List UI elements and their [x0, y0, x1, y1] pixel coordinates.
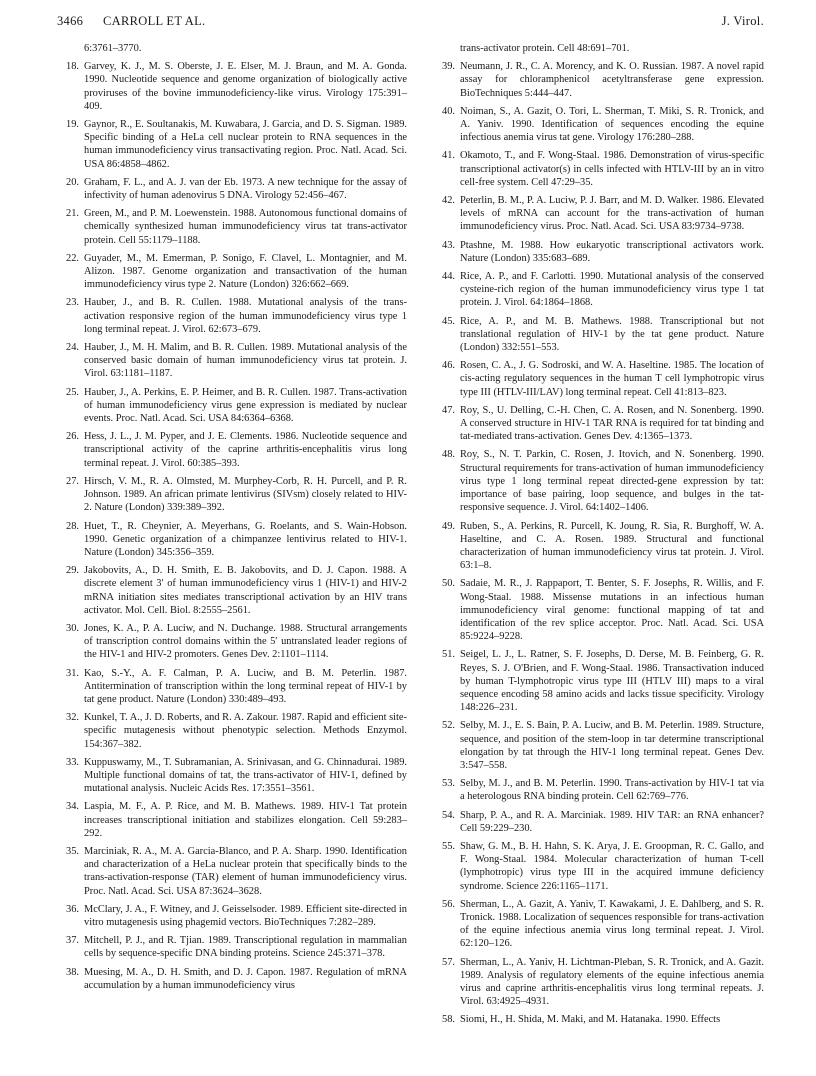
running-head-journal: J. Virol. — [721, 14, 764, 28]
reference-number: 18. — [66, 61, 79, 73]
reference-text: Laspia, M. F., A. P. Rice, and M. B. Mathews. 1989. HIV-1 Tat protein increases transcriptional initiation and stabilizes elongation. Cell 59:283–292. — [84, 801, 407, 839]
reference-number: 22. — [66, 252, 79, 264]
reference-text: Hauber, J., and B. R. Cullen. 1988. Mutational analysis of the trans-activation responsive region of the human immunodeficiency virus type 1 long terminal repeat. J. Virol. 62:673–679. — [84, 297, 407, 335]
reference-text: Sherman, L., A. Gazit, A. Yaniv, T. Kawakami, J. E. Dahlberg, and S. R. Tronick. 1988. Localization of sequences responsible for trans-activation of the equine infectious anemia virus long terminal repeat. J. Virol. 62:120–126. — [460, 898, 764, 950]
reference-text: Jones, K. A., P. A. Luciw, and N. Duchange. 1988. Structural arrangements of transcription control domains within the 5′ untranslated leader regions of the HIV-1 and HIV-2 promoters. Genes Dev. 2:1101–1114. — [84, 622, 407, 661]
reference-entry — [433, 270, 764, 310]
reference-entry — [57, 667, 407, 707]
reference-text: Ruben, S., A. Perkins, R. Purcell, K. Joung, R. Sia, R. Burghoff, W. A. Haseltine, and C. A. Rosen. 1989. Structural and functional characterization of human immunodeficiency virus tat protein. J. Virol. 63:1–8. — [460, 520, 764, 572]
reference-text: Selby, M. J., E. S. Bain, P. A. Luciw, and B. M. Peterlin. 1989. Structure, sequence, and position of the stem-loop in tar determine transcriptional elongation by tat through the HIV-1 long terminal repeat. Genes Dev. 3:547–558. — [460, 720, 764, 771]
reference-text: Peterlin, B. M., P. A. Luciw, P. J. Barr, and M. D. Walker. 1986. Elevated levels of mRNA can account for the trans-activation of human immunodeficiency virus. Proc. Natl. Acad. Sci. USA 83:9734–9738. — [460, 195, 764, 233]
reference-entry — [433, 1013, 764, 1026]
reference-number: 55. — [442, 840, 455, 852]
reference-number: 47. — [442, 404, 455, 416]
reference-text: Kao, S.-Y., A. F. Calman, P. A. Luciw, and B. M. Peterlin. 1987. Antitermination of transcription within the long terminal repeat of HIV-1 by tat gene product. Nature (London) 330:489–493. — [84, 667, 407, 705]
reference-entry — [433, 60, 764, 100]
reference-entry — [433, 359, 764, 399]
reference-entry — [433, 719, 764, 772]
reference-number: 30. — [66, 622, 79, 634]
running-head-authors: CARROLL ET AL. — [103, 14, 206, 28]
reference-text: Neumann, J. R., C. A. Morency, and K. O. Russian. 1987. A novel rapid assay for chloramphenicol acetyltransferase gene expression. BioTechniques 5:444–447. — [460, 61, 764, 99]
reference-text: Mitchell, P. J., and R. Tjian. 1989. Transcriptional regulation in mammalian cells by sequence-specific DNA binding proteins. Science 245:371–378. — [84, 935, 407, 960]
reference-text: Marciniak, R. A., M. A. Garcia-Blanco, and P. A. Sharp. 1990. Identification and characterization of a HeLa nuclear protein that specifically binds to the trans-activation-response (TAR) element of human immunodeficiency virus. Proc. Natl. Acad. Sci. USA 87:3624–3628. — [84, 845, 407, 897]
reference-number: 21. — [66, 208, 79, 220]
reference-text: Noiman, S., A. Gazit, O. Tori, L. Sherman, T. Miki, S. R. Tronick, and A. Yaniv. 1990. Identification of sequences encoding the equine infectious anemia virus tat gene. Virology 176:280–288. — [460, 105, 764, 144]
reference-text: Green, M., and P. M. Loewenstein. 1988. Autonomous functional domains of chemically synthesized human immunodeficiency virus tat trans-activator protein. Cell 55:1179–1188. — [84, 208, 407, 246]
reference-number: 35. — [66, 845, 79, 857]
reference-text: Kuppuswamy, M., T. Subramanian, A. Srinivasan, and G. Chinnadurai. 1989. Multiple functional domains of tat, the trans-activator of HIV-1, defined by mutational analysis. Nucleic Acids Res. 17:3551–3561. — [84, 756, 407, 795]
reference-entry — [57, 475, 407, 515]
reference-entry — [433, 956, 764, 1009]
reference-number: 49. — [442, 520, 455, 532]
reference-entry — [433, 42, 764, 55]
reference-number: 43. — [442, 239, 455, 251]
reference-number: 42. — [442, 195, 455, 207]
reference-number: 40. — [442, 105, 455, 117]
reference-number: 28. — [66, 520, 79, 532]
reference-number: 58. — [442, 1014, 455, 1026]
references-left-column — [57, 42, 407, 997]
reference-text: Huet, T., R. Cheynier, A. Meyerhans, G. Roelants, and S. Wain-Hobson. 1990. Genetic organization of a chimpanzee lentivirus related to HIV-1. Nature (London) 345:356–359. — [84, 520, 407, 558]
reference-text: McClary, J. A., F. Witney, and J. Geisselsoder. 1989. Efficient site-directed in vitro mutagenesis using phagemid vectors. BioTechniques 7:282–289. — [84, 903, 407, 928]
reference-entry — [57, 430, 407, 470]
reference-text: Graham, F. L., and A. J. van der Eb. 1973. A new technique for the assay of infectivity of human adenovirus 5 DNA. Virology 52:456–467. — [84, 176, 407, 202]
reference-entry — [433, 315, 764, 355]
reference-text: Roy, S., N. T. Parkin, C. Rosen, J. Itovich, and N. Sonenberg. 1990. Structural requirements for trans-activation of human immunodeficiency virus type 1 long terminal repeat directed-gene expression by tat: importance of base pairing, loop sequence, and bulges in the tat-responsive sequence. J. Virol. 64:1402–1406. — [460, 449, 764, 514]
reference-number: 38. — [66, 966, 79, 978]
reference-text: Rosen, C. A., J. G. Sodroski, and W. A. Haseltine. 1985. The location of cis-acting regulatory sequences in the human T cell lymphotropic virus type III (HTLV-III/LAV) long terminal repeat. Cell 41:813–823. — [460, 360, 764, 398]
reference-text: Garvey, K. J., M. S. Oberste, J. E. Elser, M. J. Braun, and M. A. Gonda. 1990. Nucleotide sequence and genome organization of biologically active proviruses of the bovine immunodeficiency-like virus. Virology 175:391–409. — [84, 61, 407, 112]
reference-text: Seigel, L. J., L. Ratner, S. F. Josephs, D. Derse, M. B. Feinberg, G. R. Reyes, S. J. O'Brien, and F. Wong-Staal. 1986. Transactivation induced by human T-lymphotropic virus type III (HTLV III) maps to a viral sequence encoding 58 amino acids and lacks tissue specificity. Virology 148:226–231. — [460, 649, 764, 714]
reference-text: Shaw, G. M., B. H. Hahn, S. K. Arya, J. E. Groopman, R. C. Gallo, and F. Wong-Staal. 1984. Molecular characterization of human T-cell (lymphotropic) virus type III in the acquired immune deficiency syndrome. Science 226:1165–1171. — [460, 840, 764, 892]
reference-text: Sherman, L., A. Yaniv, H. Lichtman-Pleban, S. R. Tronick, and A. Gazit. 1989. Analysis of regulatory elements of the equine infectious anemia virus and caprine arthritis-encephalitis virus long terminal repeats. J. Virol. 63:4925–4931. — [460, 956, 764, 1008]
reference-entry — [57, 966, 407, 992]
reference-number: 41. — [442, 150, 455, 162]
reference-text: trans-activator protein. Cell 48:691–701. — [460, 43, 630, 54]
reference-text: Siomi, H., H. Shida, M. Maki, and M. Hatanaka. 1990. Effects — [460, 1014, 721, 1026]
reference-number: 57. — [442, 956, 455, 968]
reference-text: Roy, S., U. Delling, C.-H. Chen, C. A. Rosen, and N. Sonenberg. 1990. A conserved structure in HIV-1 TAR RNA is required for tat binding and tat-mediated trans-activation. Genes Dev. 4:1365–1373. — [460, 404, 764, 443]
reference-entry — [57, 42, 407, 55]
reference-number: 31. — [66, 667, 79, 679]
reference-text: Rice, A. P., and M. B. Mathews. 1988. Transcriptional but not translational regulation of HIV-1 by the tat gene product. Nature (London) 332:551–553. — [460, 315, 764, 354]
reference-number: 51. — [442, 649, 455, 661]
reference-number: 23. — [66, 297, 79, 309]
reference-text: Gaynor, R., E. Soultanakis, M. Kuwabara, J. Garcia, and D. S. Sigman. 1989. Specific binding of a HeLa cell nuclear protein to RNA sequences in the human immunodeficiency virus transactivating region. Proc. Natl. Acad. Sci. USA 86:4858–4862. — [84, 119, 407, 170]
reference-entry — [57, 622, 407, 662]
reference-entry — [433, 105, 764, 145]
reference-text: Sadaie, M. R., J. Rappaport, T. Benter, S. F. Josephs, R. Willis, and F. Wong-Staal. 1988. Missense mutations in an infectious human immunodeficiency viral genome: functional mapping of tat and identification of the rev splice acceptor. Proc. Natl. Acad. Sci. USA 85:9224–9228. — [460, 578, 764, 643]
reference-number: 37. — [66, 935, 79, 947]
reference-entry — [57, 341, 407, 381]
reference-entry — [433, 520, 764, 573]
reference-entry — [57, 118, 407, 171]
reference-entry — [57, 520, 407, 560]
page-number: 3466 — [57, 14, 84, 28]
reference-entry — [57, 207, 407, 247]
reference-number: 46. — [442, 360, 455, 372]
reference-text: Muesing, M. A., D. H. Smith, and D. J. Capon. 1987. Regulation of mRNA accumulation by a human immunodeficiency virus — [84, 966, 407, 991]
reference-number: 50. — [442, 578, 455, 590]
reference-entry — [57, 252, 407, 292]
reference-number: 26. — [66, 431, 79, 443]
reference-number: 33. — [66, 756, 79, 768]
reference-number: 53. — [442, 778, 455, 790]
reference-entry — [433, 898, 764, 951]
reference-text: Hauber, J., M. H. Malim, and B. R. Cullen. 1989. Mutational analysis of the conserved basic domain of human immunodeficiency virus tat protein. J. Virol. 63:1181–1187. — [84, 342, 407, 380]
reference-number: 52. — [442, 720, 455, 732]
reference-entry — [57, 800, 407, 840]
reference-number: 48. — [442, 449, 455, 461]
reference-text: Sharp, P. A., and R. A. Marciniak. 1989. HIV TAR: an RNA enhancer? Cell 59:229–230. — [460, 809, 764, 834]
reference-text: Ptashne, M. 1988. How eukaryotic transcriptional activators work. Nature (London) 335:683–689. — [460, 239, 764, 264]
reference-text: Hauber, J., A. Perkins, E. P. Heimer, and B. R. Cullen. 1987. Trans-activation of human immunodeficiency virus gene expression is mediated by nuclear events. Proc. Natl. Acad. Sci. USA 84:6364–6368. — [84, 386, 407, 425]
reference-entry — [57, 564, 407, 617]
reference-text: Rice, A. P., and F. Carlotti. 1990. Mutational analysis of the conserved cysteine-rich region of the human immunodeficiency virus type 1 tat protein. J. Virol. 64:1864–1868. — [460, 271, 764, 309]
reference-entry — [433, 809, 764, 835]
reference-entry — [57, 934, 407, 960]
reference-number: 27. — [66, 475, 79, 487]
reference-text: Hirsch, V. M., R. A. Olmsted, M. Murphey-Corb, R. H. Purcell, and P. R. Johnson. 1989. An african primate lentivirus (SIVsm) closely related to HIV-2. Nature (London) 339:389–392. — [84, 475, 407, 514]
reference-number: 20. — [66, 176, 79, 188]
reference-entry — [57, 296, 407, 336]
reference-text: Okamoto, T., and F. Wong-Staal. 1986. Demonstration of virus-specific transcriptional activator(s) in cells infected with HTLV-III by an in vitro cell-free system. Cell 47:29–35. — [460, 150, 764, 188]
reference-text: 6:3761–3770. — [84, 43, 142, 54]
reference-entry — [57, 756, 407, 796]
reference-entry — [433, 840, 764, 893]
reference-entry — [57, 386, 407, 426]
reference-number: 34. — [66, 801, 79, 813]
reference-text: Hess, J. L., J. M. Pyper, and J. E. Clements. 1986. Nucleotide sequence and transcriptional activity of the caprine arthritis-encephalitis virus long terminal repeat. J. Virol. 60:385–393. — [84, 431, 407, 469]
reference-entry — [57, 176, 407, 202]
reference-text: Jakobovits, A., D. H. Smith, E. B. Jakobovits, and D. J. Capon. 1988. A discrete element 3′ of human immunodeficiency virus 1 (HIV-1) and HIV-2 mRNA initiation sites mediates transcriptional activation by an HIV trans activator. Mol. Cell. Biol. 8:2555–2561. — [84, 565, 407, 616]
reference-entry — [433, 448, 764, 514]
reference-number: 54. — [442, 809, 455, 821]
reference-number: 44. — [442, 271, 455, 283]
reference-entry — [433, 239, 764, 265]
references-right-column — [433, 42, 764, 1032]
reference-entry — [433, 194, 764, 234]
reference-number: 25. — [66, 386, 79, 398]
reference-entry — [57, 903, 407, 929]
reference-number: 36. — [66, 903, 79, 915]
reference-number: 24. — [66, 342, 79, 354]
reference-entry — [433, 404, 764, 444]
reference-number: 29. — [66, 565, 79, 577]
reference-entry — [433, 577, 764, 643]
reference-entry — [433, 648, 764, 714]
reference-number: 56. — [442, 898, 455, 910]
reference-entry — [57, 845, 407, 898]
reference-number: 32. — [66, 712, 79, 724]
reference-entry — [433, 149, 764, 189]
reference-entry — [57, 711, 407, 751]
reference-entry — [433, 777, 764, 803]
reference-number: 45. — [442, 315, 455, 327]
reference-number: 39. — [442, 61, 455, 73]
reference-number: 19. — [66, 119, 79, 131]
reference-entry — [57, 60, 407, 113]
reference-text: Selby, M. J., and B. M. Peterlin. 1990. Trans-activation by HIV-1 tat via a heterologous RNA binding protein. Cell 62:769–776. — [460, 778, 764, 803]
reference-text: Guyader, M., M. Emerman, P. Sonigo, F. Clavel, L. Montagnier, and M. Alizon. 1987. Genome organization and transactivation of the human immunodeficiency virus type 2. Nature (London) 326:662–669. — [84, 252, 407, 291]
reference-text: Kunkel, T. A., J. D. Roberts, and R. A. Zakour. 1987. Rapid and efficient site-specific mutagenesis without phenotypic selection. Methods Enzymol. 154:367–382. — [84, 712, 407, 750]
